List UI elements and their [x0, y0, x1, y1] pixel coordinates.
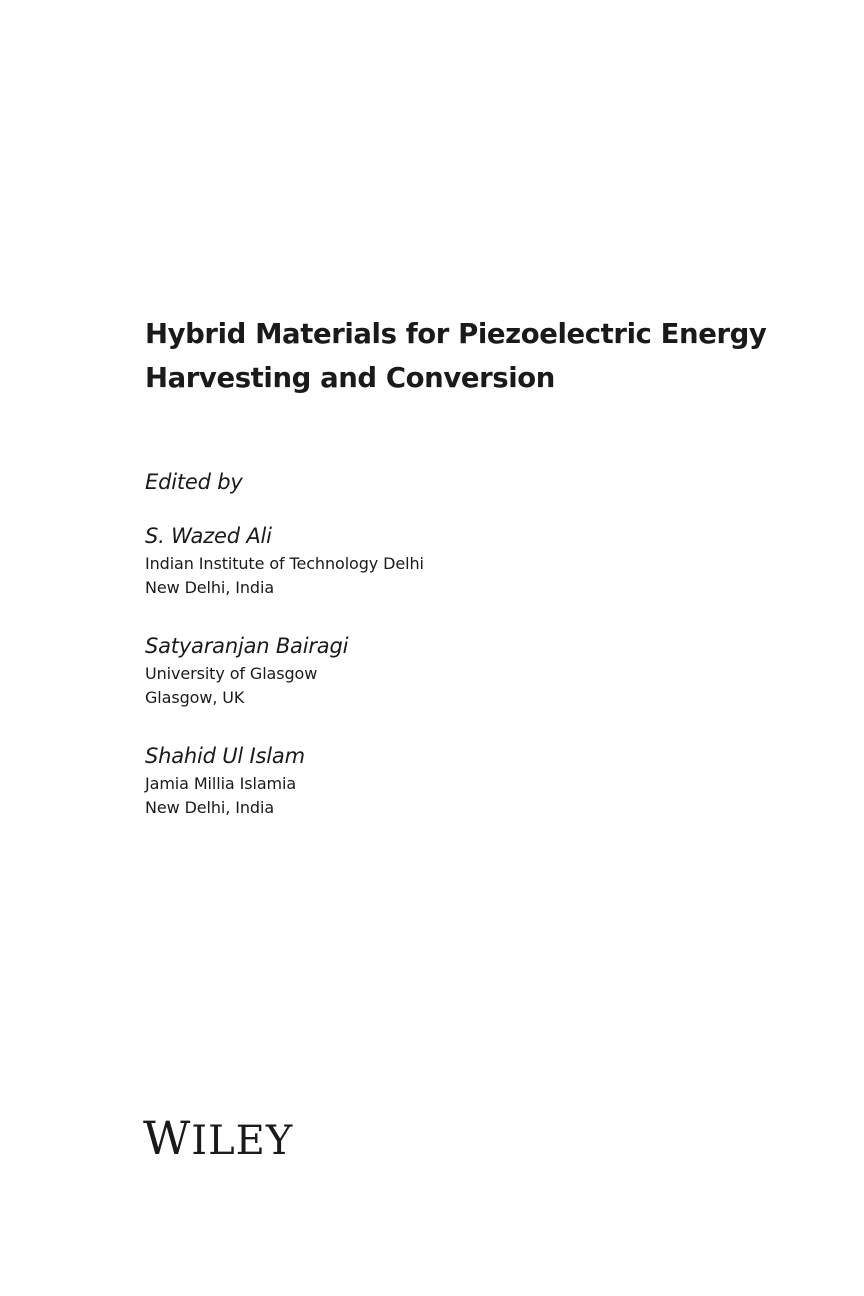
- editor-institution: Indian Institute of Technology Delhi: [145, 554, 424, 573]
- editor-name: Satyaranjan Bairagi: [145, 634, 349, 658]
- book-title: [145, 312, 825, 400]
- book-title-line-2: Harvesting and Conversion: [145, 362, 555, 394]
- publisher-logo-rest: ILEY: [191, 1118, 294, 1164]
- book-title-line-1: Hybrid Materials for Piezoelectric Energy: [145, 318, 767, 350]
- editor-entry: [145, 522, 745, 600]
- editor-entry: [145, 632, 745, 710]
- editor-name: S. Wazed Ali: [145, 524, 272, 548]
- edited-by-label: Edited by: [145, 470, 243, 494]
- editor-location: New Delhi, India: [145, 578, 275, 597]
- editor-institution: Jamia Millia Islamia: [145, 774, 297, 793]
- editor-institution: University of Glasgow: [145, 664, 318, 683]
- publisher-logo: [143, 1111, 294, 1165]
- editor-location: Glasgow, UK: [145, 688, 245, 707]
- editor-name: Shahid Ul Islam: [145, 744, 305, 768]
- publisher-logo-initial: W: [143, 1111, 192, 1165]
- editor-location: New Delhi, India: [145, 798, 275, 817]
- editor-entry: [145, 742, 745, 820]
